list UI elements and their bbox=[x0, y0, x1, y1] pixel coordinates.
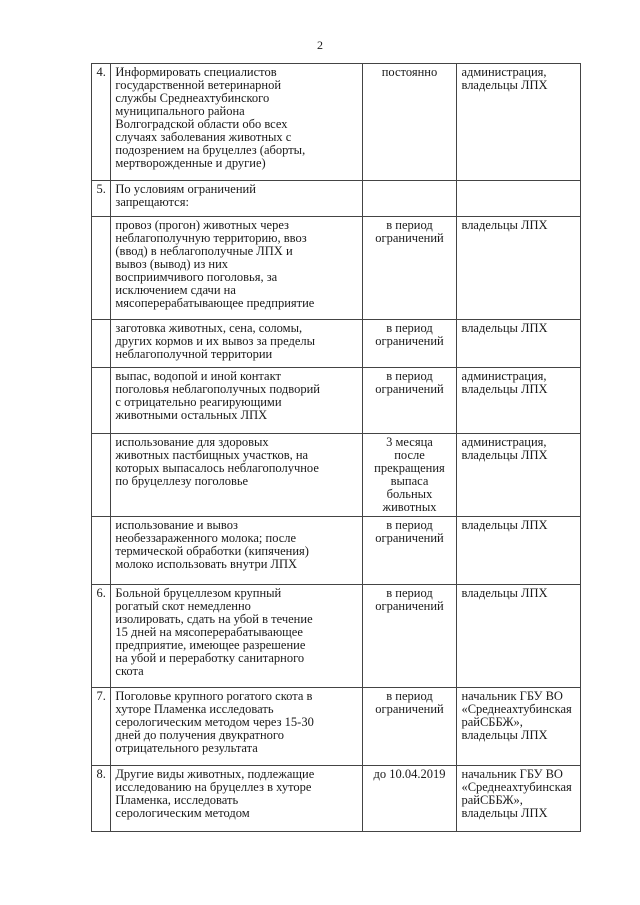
term-text: до 10.04.2019 bbox=[362, 766, 457, 832]
measure-text: Поголовье крупного рогатого скота в хуторе Пламенка исследовать серологическим методом через 15-30 дней до получения двукратного отрицательного результата bbox=[111, 688, 362, 766]
table-row bbox=[92, 766, 581, 832]
table-row bbox=[92, 320, 581, 368]
row-number bbox=[92, 217, 111, 320]
responsible-text: начальник ГБУ ВО «Среднеахтубинская райСББЖ», владельцы ЛПХ bbox=[457, 766, 581, 832]
table-row bbox=[92, 585, 581, 688]
term-text: в период ограничений bbox=[362, 217, 457, 320]
row-number bbox=[92, 368, 111, 434]
responsible-text: администрация, владельцы ЛПХ bbox=[457, 368, 581, 434]
row-number: 5. bbox=[92, 181, 111, 217]
term-text: 3 месяца после прекращения выпаса больных животных bbox=[362, 434, 457, 517]
row-number: 8. bbox=[92, 766, 111, 832]
row-number bbox=[92, 434, 111, 517]
term-text bbox=[362, 181, 457, 217]
table-row bbox=[92, 181, 581, 217]
term-text: постоянно bbox=[362, 64, 457, 181]
term-text: в период ограничений bbox=[362, 320, 457, 368]
measures-table bbox=[91, 63, 581, 832]
table-row bbox=[92, 368, 581, 434]
term-text: в период ограничений bbox=[362, 368, 457, 434]
measure-text: заготовка животных, сена, соломы, других кормов и их вывоз за пределы неблагополучной территории bbox=[111, 320, 362, 368]
responsible-text: владельцы ЛПХ bbox=[457, 517, 581, 585]
row-number bbox=[92, 517, 111, 585]
responsible-text: начальник ГБУ ВО «Среднеахтубинская райСББЖ», владельцы ЛПХ bbox=[457, 688, 581, 766]
measure-text: использование для здоровых животных пастбищных участков, на которых выпасалось неблагополучное по бруцеллезу поголовье bbox=[111, 434, 362, 517]
row-number: 6. bbox=[92, 585, 111, 688]
responsible-text: владельцы ЛПХ bbox=[457, 320, 581, 368]
measure-text: Информировать специалистов государственной ветеринарной службы Среднеахтубинского муниципального района Волгоградской области обо всех случаях заболевания животных с подозрением на бруцеллез (аборты, мертворожденные и другие) bbox=[111, 64, 362, 181]
row-number bbox=[92, 320, 111, 368]
page-number: 2 bbox=[317, 38, 323, 52]
table-row bbox=[92, 517, 581, 585]
responsible-text: владельцы ЛПХ bbox=[457, 217, 581, 320]
table-row bbox=[92, 217, 581, 320]
term-text: в период ограничений bbox=[362, 517, 457, 585]
term-text: в период ограничений bbox=[362, 688, 457, 766]
measure-text: выпас, водопой и иной контакт поголовья неблагополучных подворий с отрицательно реагирующими животными остальных ЛПХ bbox=[111, 368, 362, 434]
row-number: 4. bbox=[92, 64, 111, 181]
responsible-text: владельцы ЛПХ bbox=[457, 585, 581, 688]
responsible-text: администрация, владельцы ЛПХ bbox=[457, 64, 581, 181]
measure-text: По условиям ограничений запрещаются: bbox=[111, 181, 362, 217]
measure-text: провоз (прогон) животных через неблагополучную территорию, ввоз (ввод) в неблагополучные ЛПХ и вывоз (вывод) из них восприимчивого поголовья, за исключением сдачи на мясоперерабатывающее предприятие bbox=[111, 217, 362, 320]
row-number: 7. bbox=[92, 688, 111, 766]
table-row bbox=[92, 688, 581, 766]
table-row bbox=[92, 434, 581, 517]
term-text: в период ограничений bbox=[362, 585, 457, 688]
table-row bbox=[92, 64, 581, 181]
measure-text: использование и вывоз необеззараженного молока; после термической обработки (кипячения) молоко использовать внутри ЛПХ bbox=[111, 517, 362, 585]
measure-text: Больной бруцеллезом крупный рогатый скот немедленно изолировать, сдать на убой в течение 15 дней на мясоперерабатывающее предприятие, имеющее разрешение на убой и переработку санитарного скота bbox=[111, 585, 362, 688]
responsible-text bbox=[457, 181, 581, 217]
responsible-text: администрация, владельцы ЛПХ bbox=[457, 434, 581, 517]
measure-text: Другие виды животных, подлежащие исследованию на бруцеллез в хуторе Пламенка, исследовать серологическим методом bbox=[111, 766, 362, 832]
